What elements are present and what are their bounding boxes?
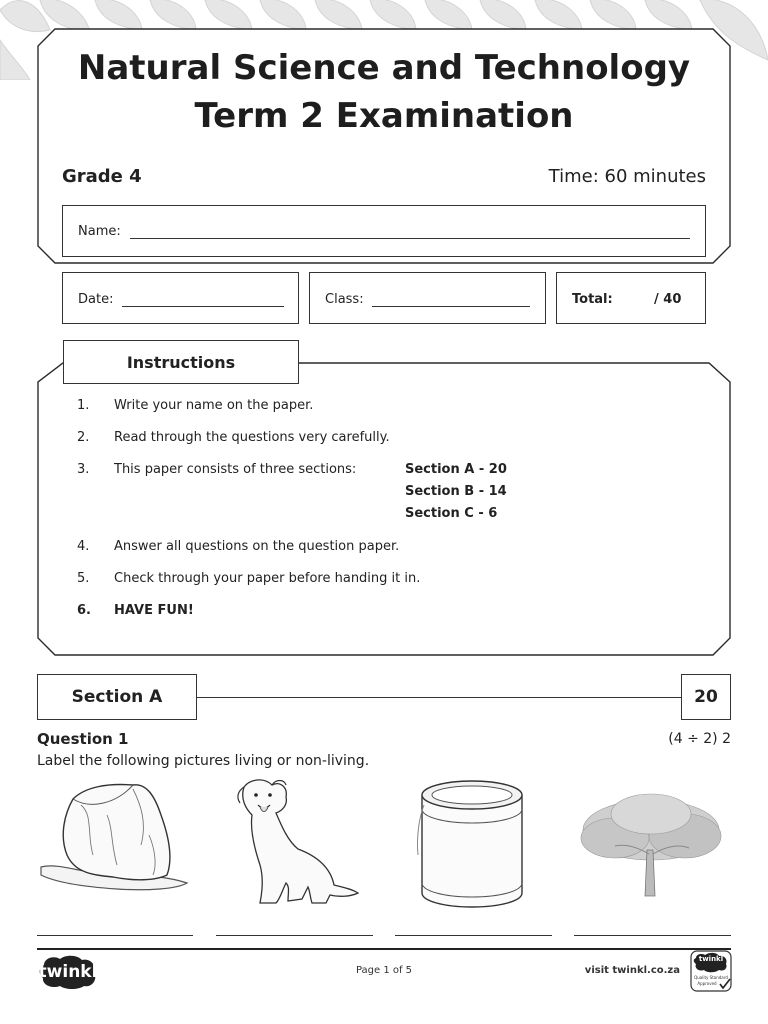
instruction-text: HAVE FUN! xyxy=(114,603,194,618)
footer-divider xyxy=(37,948,731,950)
instruction-text: Check through your paper before handing it in. xyxy=(114,571,421,586)
instruction-number: 4. xyxy=(77,539,90,554)
question-marks: (4 ÷ 2) 2 xyxy=(668,731,731,747)
instruction-number: 3. xyxy=(77,462,90,477)
page-title: Natural Science and Technology xyxy=(77,48,691,88)
name-field-box xyxy=(62,205,706,257)
answer-line[interactable] xyxy=(395,935,552,936)
section-a-label: Section A xyxy=(37,674,197,720)
instruction-number: 6. xyxy=(77,603,91,618)
time-label: Time: 60 minutes xyxy=(548,166,706,187)
class-input-line[interactable] xyxy=(372,306,530,307)
dog-icon xyxy=(230,775,360,910)
instruction-number: 5. xyxy=(77,571,90,586)
instruction-text: Read through the questions very carefully. xyxy=(114,430,390,445)
section-divider xyxy=(197,697,681,698)
instructions-heading: Instructions xyxy=(63,340,299,384)
section-a-score: 20 xyxy=(681,674,731,720)
section-c-weight: Section C - 6 xyxy=(405,506,498,521)
instruction-text: This paper consists of three sections: xyxy=(114,462,357,477)
date-label: Date: xyxy=(78,292,114,307)
answer-line[interactable] xyxy=(37,935,193,936)
badge-subtext: Approved xyxy=(697,981,717,986)
question-text: Label the following pictures living or non-living. xyxy=(37,753,370,769)
logo-text: twinkl xyxy=(38,962,98,982)
paint-tin-icon xyxy=(410,775,534,910)
rock-icon xyxy=(37,775,193,895)
answer-line[interactable] xyxy=(574,935,731,936)
instruction-text: Write your name on the paper. xyxy=(114,398,314,413)
section-b-weight: Section B - 14 xyxy=(405,484,507,499)
instruction-number: 2. xyxy=(77,430,90,445)
quality-badge-icon xyxy=(690,950,732,992)
badge-subtext: Quality Standard xyxy=(694,975,728,980)
date-input-line[interactable] xyxy=(122,306,284,307)
answer-line[interactable] xyxy=(216,935,373,936)
class-label: Class: xyxy=(325,292,364,307)
name-input-line[interactable] xyxy=(130,238,690,239)
page-subtitle: Term 2 Examination xyxy=(194,96,574,136)
question-title: Question 1 xyxy=(37,730,129,748)
instruction-text: Answer all questions on the question paper. xyxy=(114,539,400,554)
total-label: Total: xyxy=(572,292,613,307)
grade-label: Grade 4 xyxy=(62,166,142,187)
section-a-weight: Section A - 20 xyxy=(405,462,507,477)
total-value: / 40 xyxy=(654,292,682,307)
page-number: Page 1 of 5 xyxy=(355,965,413,976)
tree-icon xyxy=(575,790,727,900)
website-link[interactable]: visit twinkl.co.za xyxy=(584,965,680,976)
name-label: Name: xyxy=(78,224,121,239)
badge-text: twinkl xyxy=(698,955,724,963)
instruction-number: 1. xyxy=(77,398,90,413)
